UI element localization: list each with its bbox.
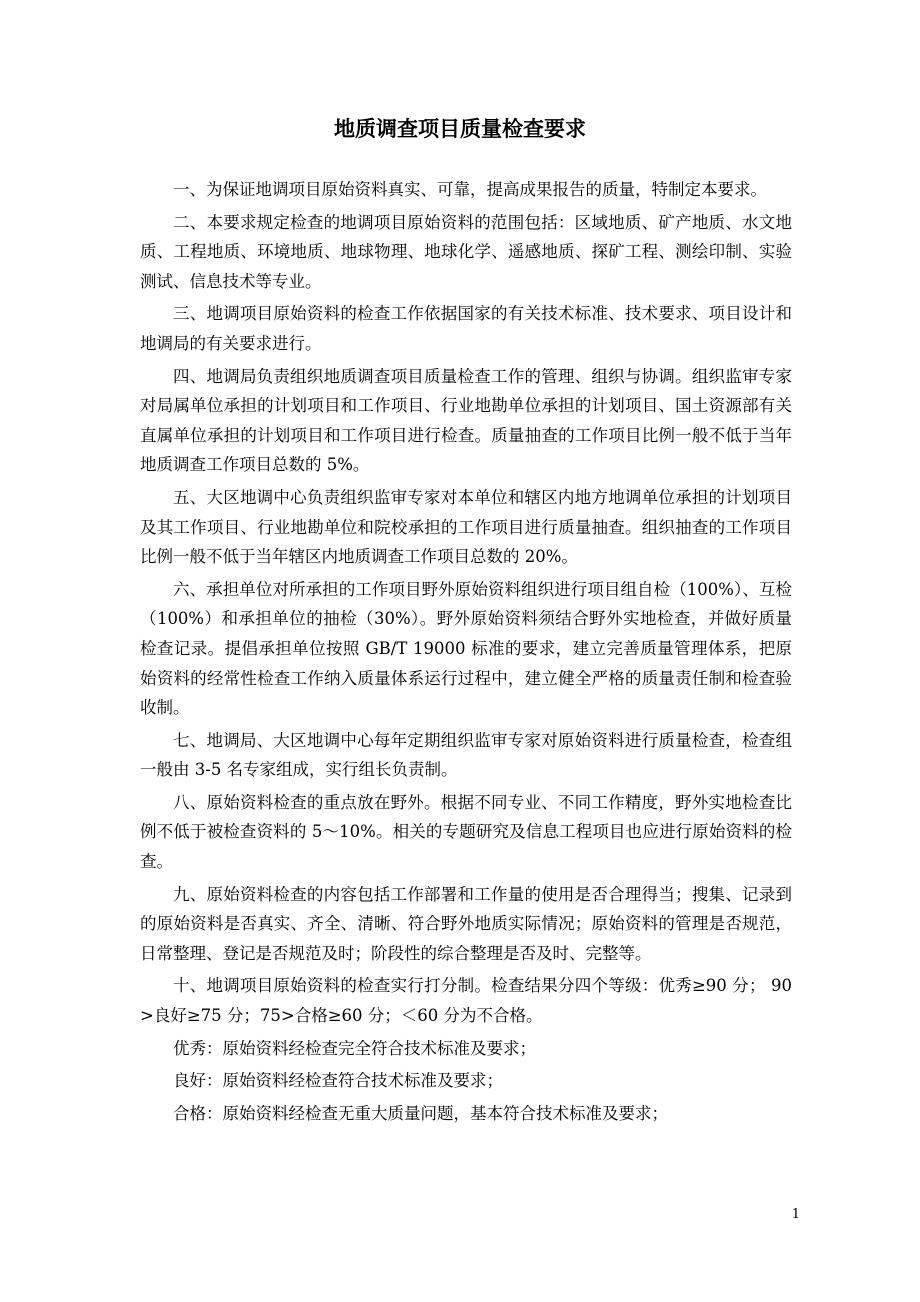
paragraph-8: 八、原始资料检查的重点放在野外。根据不同专业、不同工作精度，野外实地检查比例不低于被检查资料的 5～10%。相关的专题研究及信息工程项目也应进行原始资料的检查。	[140, 792, 792, 872]
paragraph-3: 三、地调项目原始资料的检查工作依据国家的有关技术标准、技术要求、项目设计和地调局的有关要求进行。	[140, 304, 792, 353]
paragraph-10: 十、地调项目原始资料的检查实行打分制。检查结果分四个等级：优秀≥90 分； 90>良好≥75 分；75>合格≥60 分；＜60 分为不合格。	[140, 976, 792, 1026]
grade-excellent: 优秀：原始资料经检查完全符合技术标准及要求；	[173, 1038, 536, 1058]
paragraph-9: 九、原始资料检查的内容包括工作部署和工作量的使用是否合理得当；搜集、记录到的原始资料是否真实、齐全、清晰、符合野外地质实际情况；原始资料的管理是否规范，日常整理、登记是否规范及时；阶段性的综合整理是否及时、完整等。	[140, 884, 792, 963]
paragraph-6: 六、承担单位对所承担的工作项目野外原始资料组织进行项目组自检（100%）、互检（100%）和承担单位的抽检（30%）。野外原始资料须结合野外实地检查，并做好质量检查记录。提倡承担单位按照 GB/T 19000 标准的要求，建立完善质量管理体系，把原始资料的经常性检查工作纳入质量体系运行过程中，建立健全严格的质量责任制和检查验收制。	[140, 579, 792, 718]
paragraph-4: 四、地调局负责组织地质调查项目质量检查工作的管理、组织与协调。组织监审专家对局属单位承担的计划项目和工作项目、行业地勘单位承担的计划项目、国土资源部有关直属单位承担的计划项目和工作项目进行检查。质量抽查的工作项目比例一般不低于当年地质调查工作项目总数的 5%。	[140, 366, 792, 475]
paragraph-5: 五、大区地调中心负责组织监审专家对本单位和辖区内地方地调单位承担的计划项目及其工作项目、行业地勘单位和院校承担的工作项目进行质量抽查。组织抽查的工作项目比例一般不低于当年辖区内地质调查工作项目总数的 20%。	[140, 487, 792, 567]
document-title: 地质调查项目质量检查要求	[334, 117, 586, 141]
paragraph-7: 七、地调局、大区地调中心每年定期组织监审专家对原始资料进行质量检查，检查组一般由 3-5 名专家组成，实行组长负责制。	[140, 730, 792, 780]
paragraph-2: 二、本要求规定检查的地调项目原始资料的范围包括：区域地质、矿产地质、水文地质、工程地质、环境地质、地球物理、地球化学、遥感地质、探矿工程、测绘印制、实验测试、信息技术等专业。	[140, 212, 792, 291]
grade-good: 良好：原始资料经检查符合技术标准及要求；	[173, 1071, 503, 1091]
document-body	[140, 175, 792, 1131]
paragraph-1: 一、为保证地调项目原始资料真实、可靠，提高成果报告的质量，特制定本要求。	[173, 180, 767, 199]
grade-pass: 合格：原始资料经检查无重大质量问题，基本符合技术标准及要求；	[173, 1103, 668, 1123]
page-number: 1	[791, 1207, 800, 1222]
